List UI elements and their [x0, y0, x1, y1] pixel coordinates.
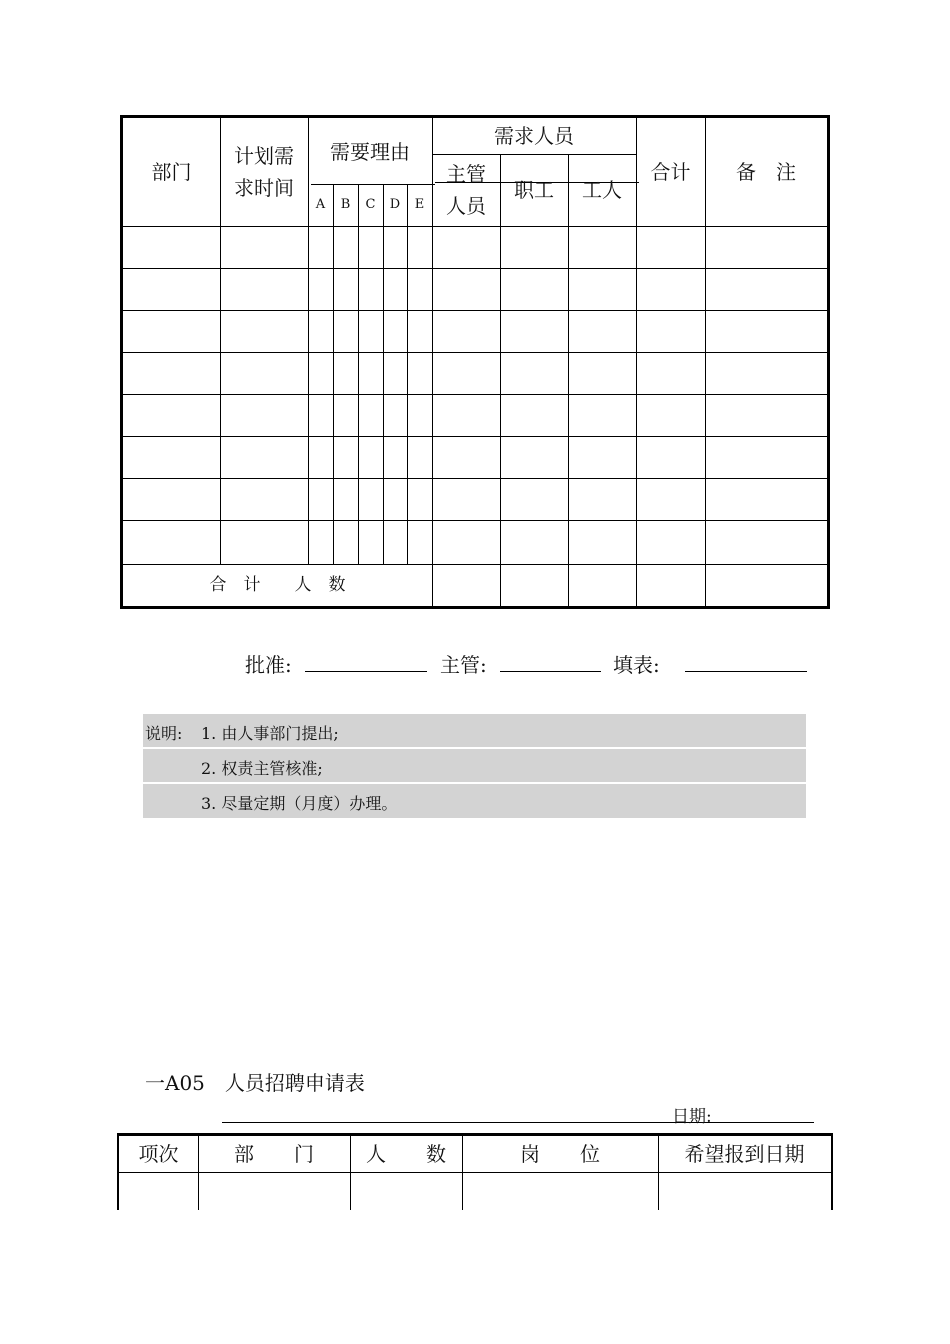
supervisor-label: 主管:	[440, 653, 487, 677]
row-divider	[123, 268, 827, 269]
note-item: 1. 由人事部门提出;	[201, 724, 339, 743]
reason-code-d: D	[389, 197, 401, 212]
notes-prefix: 说明:	[145, 724, 183, 743]
note-item: 2. 权责主管核准;	[201, 759, 323, 778]
form2-title: 一A05 人员招聘申请表	[145, 1071, 365, 1095]
total-row-label: 合 计 人 数	[209, 575, 346, 595]
recruitment-application-table	[117, 1133, 833, 1210]
reason-code-c: C	[365, 197, 376, 212]
header-staff: 职工	[514, 178, 554, 202]
filler-label: 填表:	[613, 653, 660, 677]
header-dept: 部门	[151, 160, 192, 184]
row-divider	[123, 478, 827, 479]
header-plan-time-line1: 计划需	[234, 144, 294, 168]
row-divider	[123, 394, 827, 395]
form2-header-report-date: 希望报到日期	[684, 1142, 805, 1166]
approve-label: 批准:	[245, 653, 292, 677]
header-worker: 工人	[582, 178, 622, 202]
form2-header-count: 人 数	[366, 1142, 446, 1166]
filler-signature-line[interactable]	[685, 671, 807, 672]
header-supervisor	[432, 154, 500, 226]
reason-code-b: B	[340, 197, 351, 212]
header-plan-time	[220, 118, 308, 226]
note-item: 3. 尽量定期（月度）办理。	[201, 794, 398, 813]
row-divider	[123, 520, 827, 521]
header-remarks: 备 注	[736, 160, 796, 184]
form2-header-item: 项次	[138, 1142, 179, 1166]
header-demand: 需求人员	[494, 124, 574, 148]
header-plan-time-line2: 求时间	[234, 176, 294, 200]
recruitment-demand-table	[120, 115, 830, 609]
reason-code-e: E	[414, 197, 425, 212]
row-divider	[119, 1172, 831, 1173]
col-divider	[383, 184, 384, 564]
approve-signature-line[interactable]	[305, 671, 427, 672]
row-divider	[123, 352, 827, 353]
header-supervisor-line1: 主管	[446, 162, 486, 186]
col-divider	[333, 184, 334, 564]
col-divider	[407, 184, 408, 564]
header-total: 合计	[650, 160, 691, 184]
col-divider	[358, 184, 359, 564]
form2-date-label: 日期:	[672, 1107, 712, 1127]
header-reason: 需要理由	[330, 140, 410, 164]
header-supervisor-line2: 人员	[446, 194, 486, 218]
form2-header-dept: 部 门	[234, 1142, 314, 1166]
reason-code-a: A	[315, 197, 326, 212]
row-divider	[123, 310, 827, 311]
form2-header-position: 岗 位	[520, 1142, 600, 1166]
row-divider	[123, 226, 827, 227]
row-divider	[123, 436, 827, 437]
form2-top-rule	[222, 1122, 814, 1123]
supervisor-signature-line[interactable]	[500, 671, 601, 672]
